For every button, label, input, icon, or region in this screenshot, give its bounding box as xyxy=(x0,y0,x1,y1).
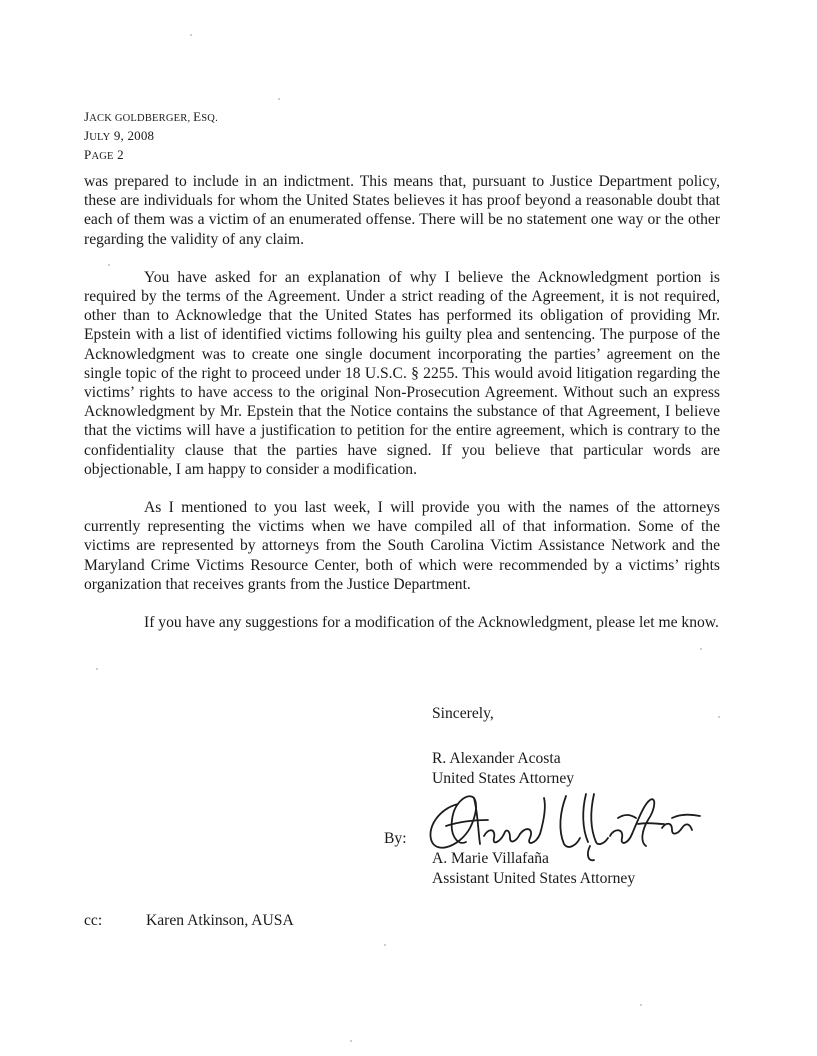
signer-block xyxy=(432,749,574,788)
cc-label: cc: xyxy=(84,912,103,929)
scan-speck xyxy=(108,264,110,266)
paragraph-attorneys: As I mentioned to you last week, I will provide you with the names of the attorneys currently representing the victims when we have compiled all of that information. Some of the victims are represented by attorneys from the South Carolina Victim Assistance Network and the Maryland Crime Victims Resource Center, both of which were recommended by a victims’ rights organization that receives grants from the Justice Department. xyxy=(84,499,720,593)
scan-speck xyxy=(384,944,386,946)
agent-name: A. Marie Villafaña xyxy=(432,850,549,867)
addressee-line: JACK GOLDBERGER, ESQ. xyxy=(84,109,218,124)
paragraph-continuation: was prepared to include in an indictment. This means that, pursuant to Justice Department policy, these are individuals for whom the United States believes it has proof beyond a reasonable doubt that each of them was a victim of an enumerated offense. There will be no statement one way or the other regarding the validity of any claim. xyxy=(84,173,720,248)
scan-speck xyxy=(640,1004,642,1006)
paragraph-acknowledgment-explanation: You have asked for an explanation of why I believe the Acknowledgment portion is required by the terms of the Agreement. Under a strict reading of the Agreement, it is not required, other than to Acknowledge that the United States has performed its obligation of providing Mr. Epstein with a list of identified victims following his guilty plea and sentencing. The purpose of the Acknowledgment was to create one single document incorporating the parties’ agreement on the single topic of the right to proceed under 18 U.S.C. § 2255. This would avoid litigation regarding the victims’ rights to have access to the original Non-Prosecution Agreement. Without such an express Acknowledgment by Mr. Epstein that the Notice contains the substance of that Agreement, I believe that the victims will have a justification to petition for the entire agreement, which is contrary to the confidentiality clause that the parties have signed. If you believe that particular words are objectionable, I am happy to consider a modification. xyxy=(84,268,720,478)
scan-speck xyxy=(350,1040,352,1042)
scan-speck xyxy=(278,98,280,100)
letter-body xyxy=(84,172,720,632)
scan-speck xyxy=(96,668,98,670)
cc-line xyxy=(84,912,294,930)
date-line: JULY 9, 2008 xyxy=(84,128,155,143)
agent-title: Assistant United States Attorney xyxy=(432,869,636,887)
paragraph-suggestions: If you have any suggestions for a modification of the Acknowledgment, please let me know. xyxy=(144,614,719,632)
signer-title: United States Attorney xyxy=(432,769,575,787)
scan-speck xyxy=(700,648,702,650)
agent-block xyxy=(432,849,635,888)
scan-speck xyxy=(190,34,192,36)
page-number-line: PAGE 2 xyxy=(84,147,124,162)
cc-recipient: Karen Atkinson, AUSA xyxy=(146,912,294,929)
scan-speck xyxy=(718,716,720,718)
by-label: By: xyxy=(384,830,407,847)
signer-name: R. Alexander Acosta xyxy=(432,750,561,767)
closing-salutation: Sincerely, xyxy=(432,705,494,722)
letter-header xyxy=(84,108,218,165)
